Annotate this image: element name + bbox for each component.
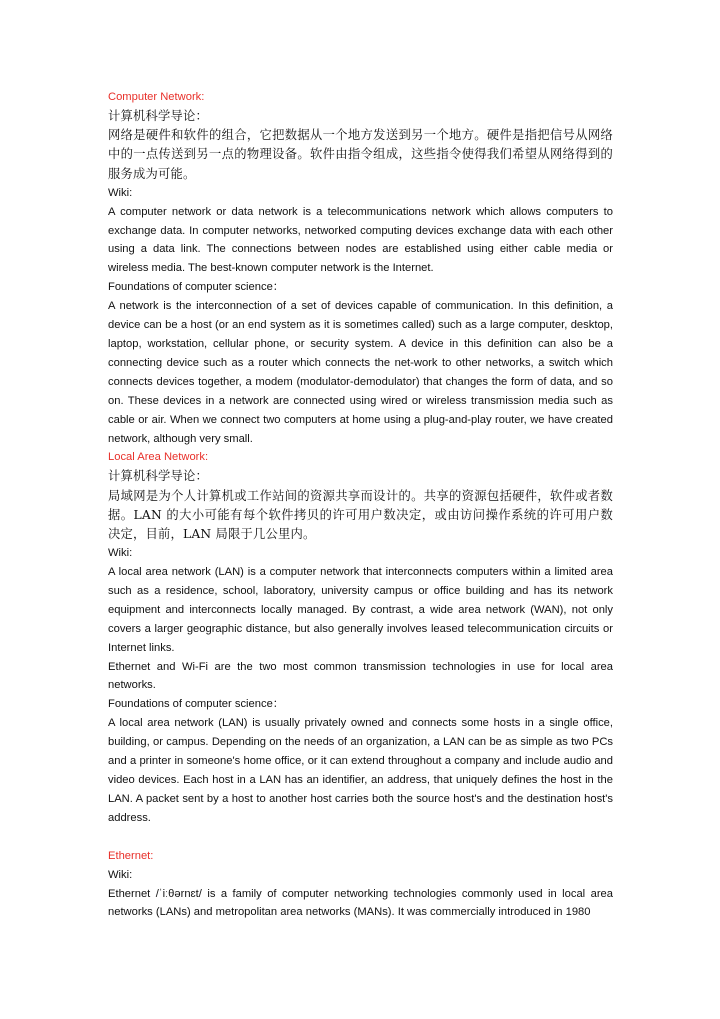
lan-heading: Local Area Network: bbox=[108, 451, 209, 464]
computer-network-wiki-definition: A computer network or data network is a telecommunications network which allows computers to exchange data. In computer networks, networked computing devices exchange data with each other using a data link. The connections between nodes are established using either cable media or wireless media. The best-known computer network is the Internet. bbox=[108, 205, 613, 275]
computer-network-heading: Computer Network: bbox=[108, 91, 205, 103]
computer-network-foundations-label: Foundations of computer science： bbox=[108, 281, 284, 294]
computer-network-cn-definition: 网络是硬件和软件的组合，它把数据从一个地方发送到另一个地方。硬件是指把信号从网络中的一点传送到另一点的物理设备。软件由指令组成，这些指令使得我们希望从网络得到的服务成为可能。 bbox=[108, 128, 613, 181]
lan-foundations-label: Foundations of computer science： bbox=[108, 698, 284, 711]
lan-wiki-definition-2: Ethernet and Wi-Fi are the two most common transmission technologies in use for local area networks. bbox=[108, 660, 613, 692]
lan-wiki-definition: A local area network (LAN) is a computer network that interconnects computers within a limited area such as a residence, school, laboratory, university campus or office building and has its network equipment and interconnects locally managed. By contrast, a wide area network (WAN), not only covers a larger geographic distance, but also generally involves leased telecommunication circuits or Internet links. bbox=[108, 566, 613, 654]
computer-network-cn-source-label: 计算机科学导论： bbox=[108, 108, 208, 123]
document-page bbox=[108, 88, 613, 922]
computer-network-wiki-label: Wiki: bbox=[108, 186, 133, 199]
section-spacer bbox=[108, 828, 613, 847]
lan-wiki-label: Wiki: bbox=[108, 547, 133, 560]
ethernet-wiki-definition: Ethernet /ˈiːθərnɛt/ is a family of computer networking technologies commonly used in local area networks (LANs) and metropolitan area networks (MANs). It was commercially introduced in 1980 bbox=[108, 887, 613, 919]
ethernet-wiki-label: Wiki: bbox=[108, 868, 133, 881]
lan-foundations-definition: A local area network (LAN) is usually privately owned and connects some hosts in a single office, building, or campus. Depending on the needs of an organization, a LAN can be as simple as two PCs and a printer in someone's home office, or it can extend throughout a company and include audio and video devices. Each host in a LAN has an identifier, an address, that uniquely defines the host in the LAN. A packet sent by a host to another host carries both the source host's and the destination host's address. bbox=[108, 717, 613, 824]
lan-cn-source-label: 计算机科学导论： bbox=[108, 469, 208, 484]
ethernet-heading: Ethernet: bbox=[108, 849, 154, 862]
computer-network-foundations-definition: A network is the interconnection of a set of devices capable of communication. In this definition, a device can be a host (or an end system as it is sometimes called) such as a large computer, desktop, laptop, workstation, cellular phone, or security system. A device in this definition can also be a connecting device such as a router which connects the net-work to other networks, a switch which connects devices together, a modem (modulator-demodulator) that changes the form of data, and so on. These devices in a network are connected using wired or wireless transmission media such as cable or air. When we connect two computers at home using a plug-and-play router, we have created network, although very small. bbox=[108, 300, 613, 445]
lan-cn-definition: 局域网是为个人计算机或工作站间的资源共享而设计的。共享的资源包括硬件，软件或者数据。LAN 的大小可能有每个软件拷贝的许可用户数决定，或由访问操作系统的许可用户数决定，目前，LAN 局限于几公里内。 bbox=[108, 488, 613, 541]
